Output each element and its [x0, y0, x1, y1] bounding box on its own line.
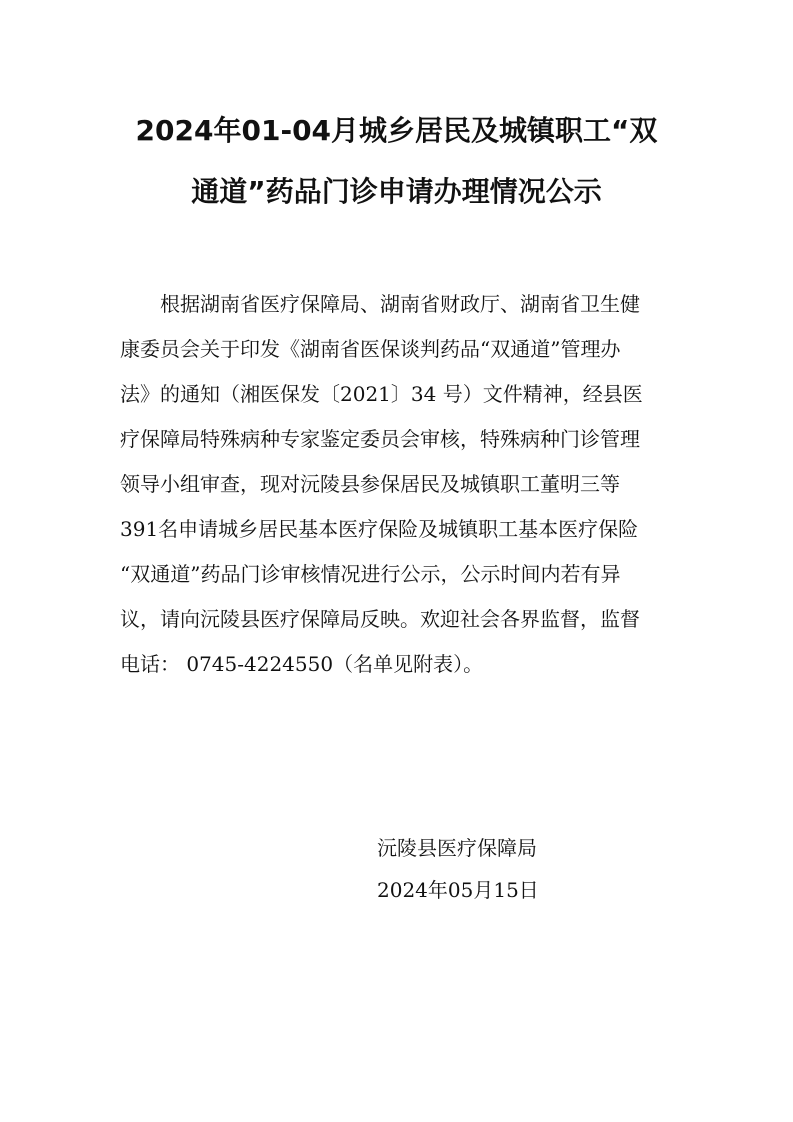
body-line: 法》的通知（湘医保发〔2021〕34 号）文件精神，经县医 [120, 382, 643, 406]
issuing-organization: 沅陵县医疗保障局 [377, 836, 537, 860]
document-title-line-2: 通道”药品门诊申请办理情况公示 [191, 175, 602, 208]
issue-date: 2024年05月15日 [377, 878, 539, 902]
body-line: 领导小组审查，现对沅陵县参保居民及城镇职工董明三等 [120, 472, 620, 496]
document-title-line-1: 2024年01-04月城乡居民及城镇职工“双 [135, 114, 658, 147]
body-line: 电话： 0745-4224550（名单见附表）。 [120, 652, 484, 676]
body-line: 议，请向沅陵县医疗保障局反映。欢迎社会各界监督，监督 [120, 607, 640, 631]
body-line: “双通道”药品门诊审核情况进行公示，公示时间内若有异 [120, 562, 621, 586]
body-line: 康委员会关于印发《湖南省医保谈判药品“双通道”管理办 [120, 337, 621, 361]
body-line: 391名申请城乡居民基本医疗保险及城镇职工基本医疗保险 [120, 517, 639, 541]
body-line: 根据湖南省医疗保障局、湖南省财政厅、湖南省卫生健 [160, 292, 640, 316]
body-line: 疗保障局特殊病种专家鉴定委员会审核，特殊病种门诊管理 [120, 427, 640, 451]
